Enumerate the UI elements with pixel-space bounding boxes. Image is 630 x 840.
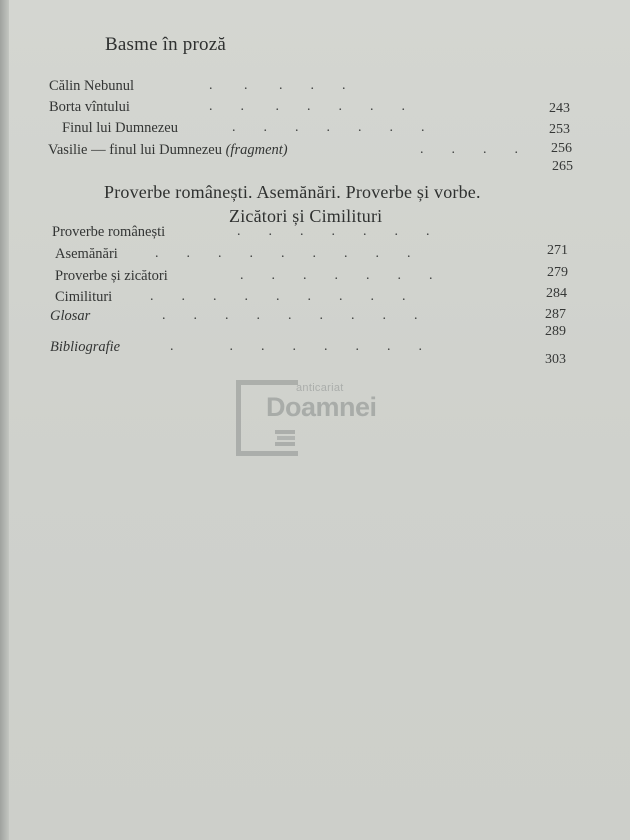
- toc-entry-title-suffix: (fragment): [225, 142, 288, 158]
- dot-leader: . . . . . . .: [209, 99, 405, 114]
- toc-entry-title: Bibliografie: [50, 339, 121, 355]
- toc-entry-title: [48, 142, 288, 159]
- toc-page-number: 271: [547, 243, 568, 258]
- dot-leader: . . . . . . . . .: [162, 308, 418, 323]
- toc-entry-title: Finul lui Dumnezeu: [62, 120, 178, 136]
- toc-entry: [52, 224, 582, 242]
- watermark-big-text: Doamnei: [266, 392, 377, 422]
- toc-entry: [62, 120, 582, 138]
- toc-entry-title: Glosar: [50, 308, 91, 324]
- books-icon: [274, 428, 296, 448]
- toc-entry: [48, 142, 588, 160]
- dot-leader: . . . . . . . . .: [155, 246, 411, 261]
- dot-leader: . . . . . . .: [237, 224, 430, 239]
- watermark-small-text: anticariat: [296, 382, 344, 394]
- toc-page-number: 289: [545, 324, 566, 339]
- watermark-frame-bottom: [236, 451, 298, 456]
- dot-leader: . . . . . . .: [232, 120, 425, 135]
- toc-entry: [50, 308, 580, 326]
- section-heading-proverbe-line1: Proverbe românești. Asemănări. Proverbe și vorbe.: [104, 182, 481, 202]
- toc-entry: [55, 289, 585, 307]
- toc-page-number: 265: [552, 159, 573, 174]
- toc-page-number: 253: [549, 122, 570, 137]
- page-edge-shadow: [0, 0, 9, 840]
- toc-entry-title-main: Vasilie — finul lui Dumnezeu: [48, 142, 222, 158]
- toc-page-number: 256: [551, 141, 572, 156]
- toc-page-number: 284: [546, 286, 567, 301]
- dot-leader: . . . . .: [209, 78, 346, 93]
- toc-entry: [55, 268, 585, 286]
- toc-page-number: 243: [549, 101, 570, 116]
- dot-leader: . . . .: [420, 142, 518, 157]
- toc-page-number: 287: [545, 307, 566, 322]
- toc-entry: [49, 78, 579, 96]
- dot-leader: . . . . . . . . .: [150, 289, 406, 304]
- toc-entry-title: Asemănări: [55, 246, 118, 262]
- toc-entry: [55, 246, 585, 264]
- watermark-logo: [236, 376, 406, 468]
- section-heading-proverbe-line2: Zicători și Cimilituri: [229, 206, 383, 226]
- toc-entry-title: Călin Nebunul: [49, 78, 134, 94]
- dot-leader: . . . . . . .: [240, 268, 433, 283]
- toc-entry-title: Proverbe românești: [52, 224, 166, 240]
- section-heading-basme: Basme în proză: [105, 34, 226, 55]
- toc-entry: [50, 339, 580, 357]
- toc-entry-title: Borta vîntului: [49, 99, 130, 115]
- toc-page-number: 279: [547, 265, 568, 280]
- toc-entry-title: Cimilituri: [55, 289, 113, 305]
- dot-leader: . . . . . . . .: [170, 339, 422, 354]
- toc-page-number: 303: [545, 352, 566, 367]
- toc-entry: [49, 99, 579, 117]
- toc-entry-title: Proverbe și zicători: [55, 268, 168, 284]
